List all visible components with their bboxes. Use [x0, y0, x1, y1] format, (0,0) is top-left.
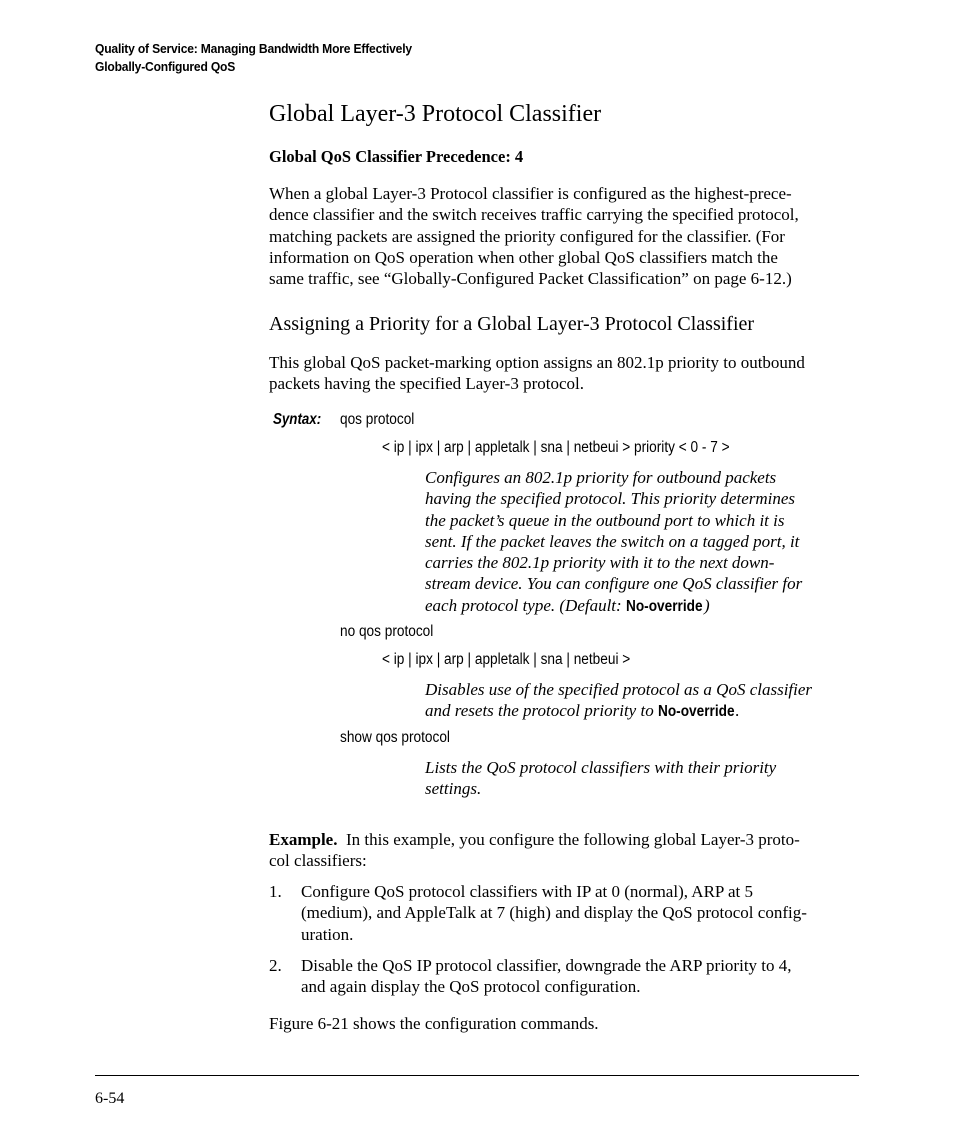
- subsection-title: Assigning a Priority for a Global Layer-3 Protocol Classifier: [269, 313, 755, 335]
- description-line: Lists the QoS protocol classifiers with their priority: [425, 758, 777, 777]
- description-close: ): [703, 595, 710, 615]
- description-line: sent. If the packet leaves the switch on a tagged port, it: [425, 531, 800, 551]
- section-title: Global Layer-3 Protocol Classifier: [269, 101, 602, 127]
- description-line: stream device. You can configure one QoS classifier for: [425, 574, 803, 594]
- example-line: [269, 829, 869, 850]
- description-line: having the specified protocol. This priority determines: [425, 489, 796, 509]
- command-qos-protocol-description: [425, 467, 865, 617]
- intro-line: information on QoS operation when other global QoS classifiers match the: [269, 247, 778, 267]
- default-value: No-override: [657, 703, 735, 721]
- list-item-line: and again display the QoS protocol configuration.: [301, 977, 641, 997]
- description-line: the packet’s queue in the outbound port to which it is: [425, 510, 785, 530]
- command-no-qos-protocol: no qos protocol: [340, 623, 434, 640]
- example-paragraph: [269, 829, 869, 872]
- list-item-number: 1.: [269, 882, 282, 901]
- command-no-qos-protocol-args: < ip | ipx | arp | appletalk | sna | netbeui >: [382, 651, 631, 668]
- list-item-text: [301, 955, 861, 998]
- default-value: No-override: [625, 597, 703, 615]
- description-line-default: [425, 595, 865, 617]
- description-end: .: [734, 701, 740, 721]
- command-show-qos-protocol-description: [425, 757, 865, 800]
- list-item-line: Disable the QoS IP protocol classifier, downgrade the ARP priority to 4,: [301, 956, 792, 975]
- page-number: 6-54: [95, 1090, 125, 1107]
- description-line-default: [425, 700, 865, 722]
- intro-line: matching packets are assigned the priority configured for the classifier. (For: [269, 226, 785, 246]
- command-qos-protocol-args: < ip | ipx | arp | appletalk | sna | netbeui > priority < 0 - 7 >: [382, 439, 730, 456]
- subsection-line: packets having the specified Layer-3 protocol.: [269, 374, 584, 394]
- example-label: Example.: [269, 830, 338, 849]
- syntax-label: Syntax:: [273, 411, 322, 428]
- command-no-qos-protocol-description: [425, 679, 865, 723]
- description-line: Configures an 802.1p priority for outbound packets: [425, 468, 777, 487]
- command-show-qos-protocol: show qos protocol: [340, 729, 450, 746]
- command-qos-protocol: qos protocol: [340, 411, 415, 428]
- list-item-line: (medium), and AppleTalk at 7 (high) and display the QoS protocol config-: [301, 903, 807, 923]
- running-header-section: Globally-Configured QoS: [95, 59, 236, 74]
- precedence-label: Global QoS Classifier Precedence: 4: [269, 147, 524, 166]
- description-line: settings.: [425, 779, 482, 799]
- description-text: and resets the protocol priority to: [425, 701, 658, 721]
- example-text: In this example, you configure the following global Layer-3 proto-: [345, 830, 800, 849]
- intro-paragraph: [269, 183, 869, 289]
- running-header-chapter: Quality of Service: Managing Bandwidth More Effectively: [95, 41, 412, 56]
- footer-divider: [95, 1075, 859, 1076]
- subsection-line: This global QoS packet-marking option assigns an 802.1p priority to outbound: [269, 353, 805, 372]
- description-line: carries the 802.1p priority with it to the next down-: [425, 553, 775, 573]
- subsection-paragraph: [269, 352, 869, 395]
- figure-reference: Figure 6-21 shows the configuration commands.: [269, 1014, 599, 1033]
- description-text: each protocol type. (Default:: [425, 595, 626, 615]
- list-item-line: Configure QoS protocol classifiers with IP at 0 (normal), ARP at 5: [301, 882, 754, 901]
- description-line: Disables use of the specified protocol as a QoS classifier: [425, 680, 813, 699]
- intro-line: dence classifier and the switch receives traffic carrying the specified protocol,: [269, 205, 799, 225]
- example-line: col classifiers:: [269, 851, 367, 871]
- list-item-text: [301, 881, 861, 945]
- list-item-number: 2.: [269, 956, 282, 975]
- list-item-line: uration.: [301, 924, 354, 944]
- intro-line: When a global Layer-3 Protocol classifier is configured as the highest-prece-: [269, 184, 792, 203]
- intro-line: same traffic, see “Globally-Configured Packet Classification” on page 6-12.): [269, 269, 792, 289]
